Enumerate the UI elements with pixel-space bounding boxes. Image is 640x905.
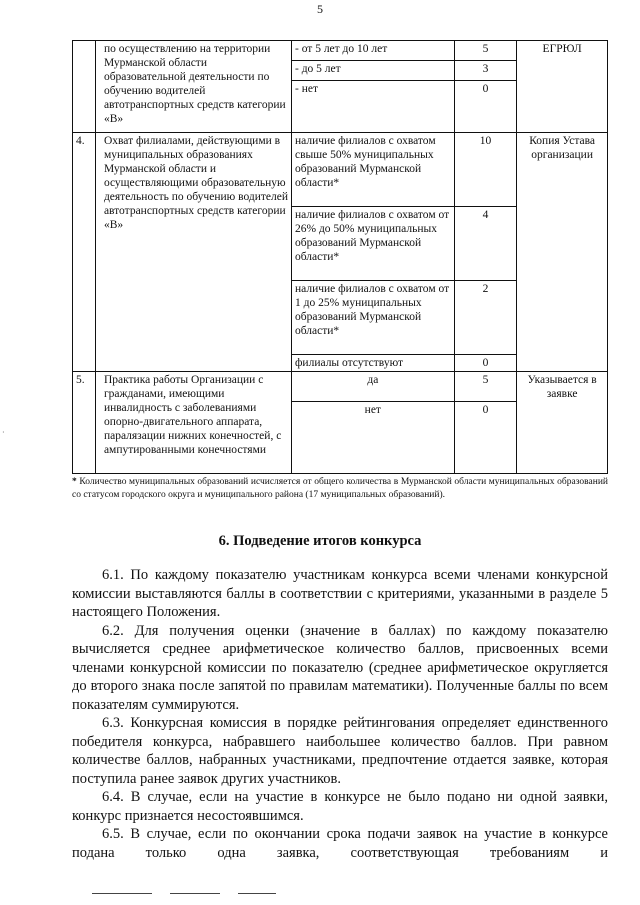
score-cell: 0 xyxy=(454,81,517,133)
footnote xyxy=(72,476,608,502)
signature-line xyxy=(92,893,152,894)
score-cell: 5 xyxy=(454,41,517,61)
criterion-name: Охват филиалами, действующими в муниципальных образованиях Мурманской области и осуществляющими образовательную деятельность по обучению водителей автотранспортных средств категории «В» xyxy=(95,133,291,372)
condition-cell: нет xyxy=(291,402,454,474)
criterion-number xyxy=(73,41,96,133)
condition-cell: - от 5 лет до 10 лет xyxy=(291,41,454,61)
condition-cell: филиалы отсутствуют xyxy=(291,355,454,372)
table-row xyxy=(73,133,608,207)
criterion-number: 5. xyxy=(73,372,96,474)
condition-cell: наличие филиалов с охватом от 26% до 50% муниципальных образований Мурманской области* xyxy=(291,207,454,281)
signature-line xyxy=(170,893,220,894)
score-cell: 2 xyxy=(454,281,517,355)
table-row xyxy=(73,372,608,402)
source-cell: Копия Устава организации xyxy=(517,133,608,372)
footnote-marker: * xyxy=(72,477,77,487)
page-number: 5 xyxy=(317,2,323,16)
paragraph: 6.5. В случае, если по окончании срока подачи заявок на участие в конкурсе подана только одна заявка, соответствующая требованиям и xyxy=(72,826,608,861)
paragraph: 6.4. В случае, если на участие в конкурсе не было подано ни одной заявки, конкурс признается несостоявшимся. xyxy=(72,789,608,824)
section-body xyxy=(72,566,608,862)
condition-cell: да xyxy=(291,372,454,402)
section-heading: 6. Подведение итогов конкурса xyxy=(218,533,422,549)
source-cell: ЕГРЮЛ xyxy=(517,41,608,133)
criterion-name: Практика работы Организации с гражданами, имеющими инвалидность с заболеваниями опорно-двигательного аппарата, паралязации нижних конечностей, с ампутированными конечностями xyxy=(95,372,291,474)
score-cell: 10 xyxy=(454,133,517,207)
condition-cell: наличие филиалов с охватом от 1 до 25% муниципальных образований Мурманской области* xyxy=(291,281,454,355)
condition-cell: - нет xyxy=(291,81,454,133)
margin-mark: · xyxy=(2,428,5,437)
footnote-text: Количество муниципальных образований исчисляется от общего количества в Мурманской области муниципальных образований со статусом городского округа и муниципального района (17 муниципальных образований). xyxy=(72,477,608,500)
score-cell: 5 xyxy=(454,372,517,402)
paragraph: 6.1. По каждому показателю участникам конкурса всеми членами конкурсной комиссии выставляются баллы в соответствии с критериями, указанными в разделе 5 настоящего Положения. xyxy=(72,567,608,620)
score-cell: 0 xyxy=(454,355,517,372)
table-row xyxy=(73,41,608,61)
paragraph: 6.2. Для получения оценки (значение в баллах) по каждому показателю вычисляется среднее арифметическое количество баллов, присвоенных всеми членами конкурсной комиссии по показателю (среднее арифметическое округляется до второго знака после запятой по правилам математики). Полученные баллы по всем показателям суммируются. xyxy=(72,622,608,713)
condition-cell: наличие филиалов с охватом свыше 50% муниципальных образований Мурманской области* xyxy=(291,133,454,207)
criterion-number: 4. xyxy=(73,133,96,372)
signature-line xyxy=(238,893,276,894)
criteria-table xyxy=(72,40,608,474)
criterion-name: по осуществлению на территории Мурманской области образовательной деятельности по обучению водителей автотранспортных средств категории «В» xyxy=(95,41,291,133)
score-cell: 4 xyxy=(454,207,517,281)
score-cell: 3 xyxy=(454,61,517,81)
paragraph: 6.3. Конкурсная комиссия в порядке рейтингования определяет единственного победителя конкурса, набравшего наибольшее количество баллов. При равном количестве баллов, набранных участниками, предпочтение отдается заявке, которая поступила ранее заявок других участников. xyxy=(72,715,608,787)
source-cell: Указывается в заявке xyxy=(517,372,608,474)
condition-cell: - до 5 лет xyxy=(291,61,454,81)
score-cell: 0 xyxy=(454,402,517,474)
